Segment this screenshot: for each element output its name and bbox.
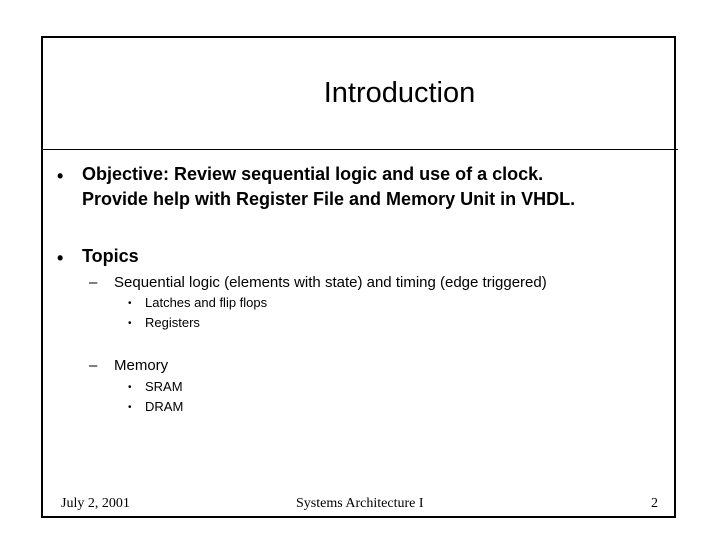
title-area xyxy=(41,36,678,150)
topic-memory: Memory xyxy=(114,357,169,374)
topics-heading: Topics xyxy=(82,246,139,266)
footer-course: Systems Architecture I xyxy=(296,496,424,511)
sub-bullet-marker: • xyxy=(128,382,132,393)
sub-bullet-marker: • xyxy=(128,402,132,413)
sub-bullet-marker: • xyxy=(128,318,132,329)
bullet-marker: • xyxy=(57,166,64,186)
slide-title: Introduction xyxy=(323,76,476,109)
objective-line-1: Objective: Review sequential logic and use of a clock. xyxy=(82,164,544,184)
dash-marker: – xyxy=(89,274,98,291)
topic-sequential-logic: Sequential logic (elements with state) and timing (edge triggered) xyxy=(114,274,547,291)
sub-bullet-marker: • xyxy=(128,298,132,309)
topic-registers: Registers xyxy=(145,315,200,330)
bullet-marker: • xyxy=(57,248,64,268)
topic-sram: SRAM xyxy=(145,379,183,394)
objective-line-2: Provide help with Register File and Memory Unit in VHDL. xyxy=(82,189,576,209)
dash-marker: – xyxy=(89,357,98,374)
page-number: 2 xyxy=(651,496,658,511)
footer-date: July 2, 2001 xyxy=(61,496,130,511)
topic-latches: Latches and flip flops xyxy=(145,295,268,310)
topic-dram: DRAM xyxy=(145,399,184,414)
